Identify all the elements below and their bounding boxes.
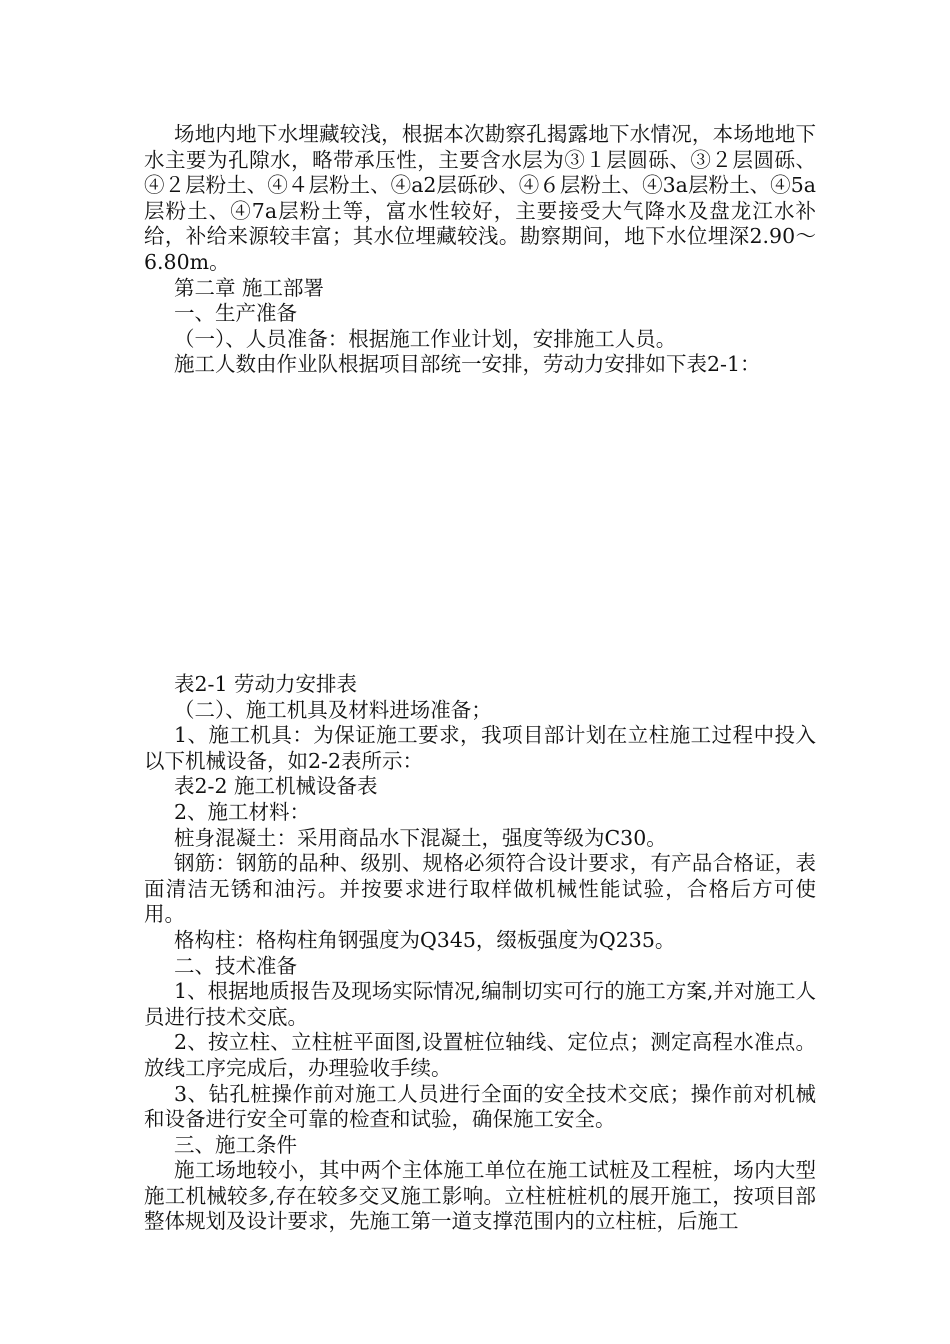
- technical-item-2: 2、按立柱、立柱桩平面图,设置桩位轴线、定位点；测定高程水准点。放线工序完成后，办理验收手续。: [144, 1030, 816, 1080]
- machinery-paragraph: 1、施工机具：为保证施工要求，我项目部计划在立柱施工过程中投入以下机械设备，如2-2表所示：: [144, 723, 816, 773]
- labor-intro-paragraph: 施工人数由作业队根据项目部统一安排，劳动力安排如下表2-1：: [174, 352, 761, 377]
- subsection-title-machinery-materials: （二）、施工机具及材料进场准备；: [174, 697, 492, 722]
- site-conditions-paragraph: 施工场地较小，其中两个主体施工单位在施工试桩及工程桩，场内大型施工机械较多,存在较多交叉施工影响。立柱桩桩机的展开施工，按项目部整体规划及设计要求，先施工第一道支撑范围内的立柱桩，后施工: [144, 1158, 816, 1234]
- subsection-title-personnel: （一）、人员准备：根据施工作业计划，安排施工人员。: [174, 326, 677, 351]
- table-2-1-caption: 表2-1 劳动力安排表: [174, 672, 358, 696]
- top-text-block: [144, 122, 816, 378]
- technical-item-3: 3、钻孔桩操作前对施工人员进行全面的安全技术交底；操作前对机械和设备进行安全可靠的检查和试验，确保施工安全。: [144, 1081, 816, 1132]
- hydrogeology-paragraph: 场地内地下水埋藏较浅，根据本次勘察孔揭露地下水情况，本场地地下水主要为孔隙水，略带承压性，主要含水层为③１层圆砾、③２层圆砾、④２层粉土、④４层粉土、④a2层砾砂、④６层粉土、④3a层粉土、④5a层粉土、④7a层粉土等，富水性较好，主要接受大气降水及盘龙江水补给，补给来源较丰富；其水位埋藏较浅。勘察期间，地下水位埋深2.90～6.80m。: [144, 122, 816, 274]
- rebar-paragraph: 钢筋：钢筋的品种、级别、规格必须符合设计要求，有产品合格证，表面清洁无锈和油污。并按要求进行取样做机械性能试验，合格后方可使用。: [144, 851, 816, 927]
- section-title-technical-prep: 二、技术准备: [174, 953, 297, 978]
- bottom-text-block: [144, 672, 816, 1235]
- table-2-2-caption: 表2-2 施工机械设备表: [174, 774, 378, 799]
- concrete-line: 桩身混凝土：采用商品水下混凝土，强度等级为C30。: [174, 825, 667, 850]
- section-title-production-prep: 一、生产准备: [174, 301, 297, 326]
- technical-item-1: 1、根据地质报告及现场实际情况,编制切实可行的施工方案,并对施工人员进行技术交底。: [144, 979, 816, 1029]
- chapter-title: 第二章 施工部署: [174, 275, 325, 300]
- materials-title: 2、施工材料：: [174, 799, 311, 824]
- section-title-site-conditions: 三、施工条件: [174, 1132, 297, 1157]
- lattice-column-line: 格构柱：格构柱角钢强度为Q345，缀板强度为Q235。: [174, 927, 676, 952]
